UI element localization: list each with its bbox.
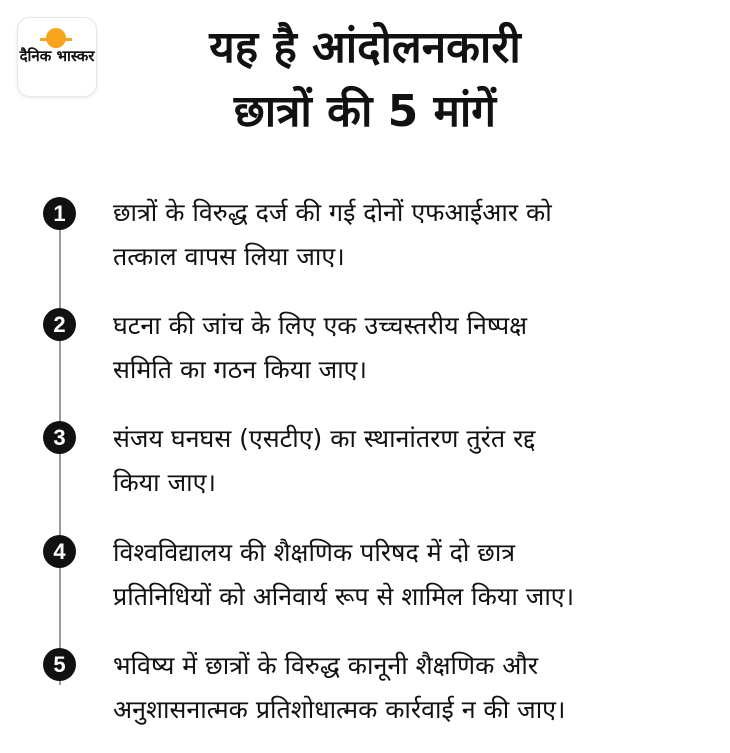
demand-1-line-2: तत्काल वापस लिया जाए। — [113, 242, 345, 271]
demand-3-line-2: किया जाए। — [113, 468, 216, 497]
number-badge-2: 2 — [43, 308, 76, 341]
demand-5-line-1: भविष्य में छात्रों के विरुद्ध कानूनी शैक्षणिक और — [113, 651, 539, 680]
number-badge-4: 4 — [43, 535, 76, 568]
demand-2-line-2: समिति का गठन किया जाए। — [113, 355, 367, 384]
logo-text: दैनिक भास्कर — [19, 47, 95, 65]
demand-5-line-2: अनुशासनात्मक प्रतिशोधात्मक कार्रवाई न की जाए। — [113, 695, 566, 724]
demand-3-line-1: संजय घनघस (एसटीए) का स्थानांतरण तुरंत रद्द — [113, 424, 536, 453]
demand-text-4 — [113, 531, 713, 619]
number-badge-1: 1 — [43, 197, 76, 230]
sun-icon — [46, 28, 66, 48]
title-line-2: छात्रों की 5 मांगें — [233, 86, 497, 137]
dainik-bhaskar-logo — [18, 18, 96, 96]
number-badge-3: 3 — [43, 421, 76, 454]
demand-text-1 — [113, 191, 713, 279]
demand-1-line-1: छात्रों के विरुद्ध दर्ज की गई दोनों एफआईआर को — [113, 198, 552, 227]
demand-text-5 — [113, 644, 713, 732]
demand-4-line-2: प्रतिनिधियों को अनिवार्य रूप से शामिल किया जाए। — [113, 582, 575, 611]
demand-text-2 — [113, 304, 713, 392]
number-badge-5: 5 — [43, 648, 76, 681]
demand-4-line-1: विश्वविद्यालय की शैक्षणिक परिषद में दो छात्र — [113, 538, 516, 567]
page-title — [110, 16, 620, 144]
demand-text-3 — [113, 417, 713, 505]
demand-2-line-1: घटना की जांच के लिए एक उच्चस्तरीय निष्पक्ष — [113, 311, 528, 340]
title-line-1: यह है आंदोलनकारी — [209, 22, 521, 73]
